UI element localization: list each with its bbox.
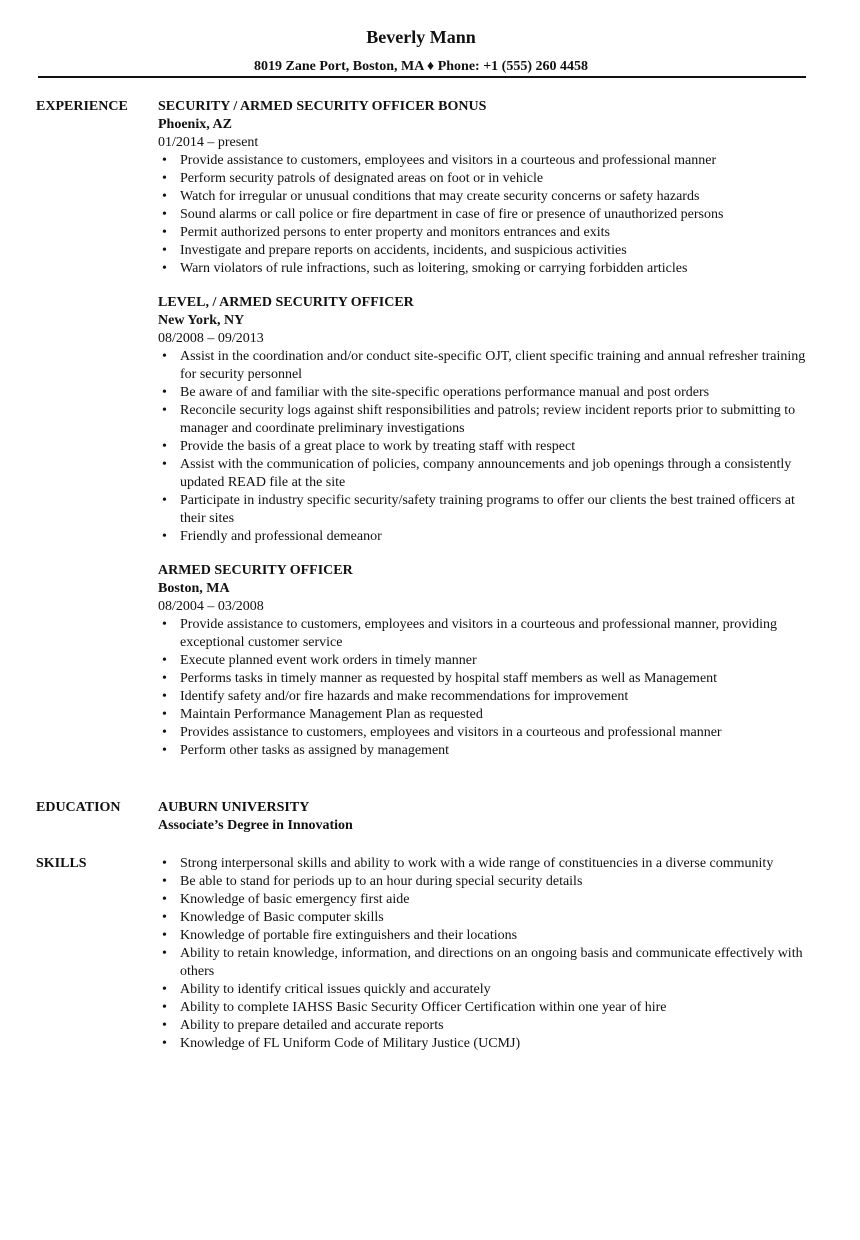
list-item: • Reconcile security logs against shift responsibilities and patrols; review incident reports prior to submitting to manager and coordinate preliminary investigations [158,402,818,438]
list-item: • Watch for irregular or unusual conditions that may create security concerns or safety hazards [158,188,818,206]
job-bullets [158,616,818,760]
job-title: ARMED SECURITY OFFICER [158,563,353,578]
list-item: • Knowledge of Basic computer skills [158,909,824,927]
list-item: • Investigate and prepare reports on accidents, incidents, and suspicious activities [158,242,818,260]
job-location: New York, NY [158,313,245,328]
list-item: • Perform other tasks as assigned by management [158,742,818,760]
school-name: AUBURN UNIVERSITY [158,800,310,815]
list-item: • Identify safety and/or fire hazards and make recommendations for improvement [158,688,818,706]
list-item: • Assist with the communication of policies, company announcements and job openings through a consistently updated READ file at the site [158,456,818,492]
list-item: • Perform security patrols of designated areas on foot or in vehicle [158,170,818,188]
list-item: • Permit authorized persons to enter property and monitors entrances and exits [158,224,818,242]
list-item: • Be aware of and familiar with the site-specific operations performance manual and post orders [158,384,818,402]
list-item: • Assist in the coordination and/or conduct site-specific OJT, client specific training and annual refresher training for security personnel [158,348,818,384]
section-label-experience: EXPERIENCE [36,99,128,114]
list-item: • Knowledge of basic emergency first aide [158,891,824,909]
job-entry [158,98,818,278]
job-dates: 08/2008 – 09/2013 [158,331,264,346]
skills-list-container [158,855,824,1053]
education-entry [158,799,818,835]
header-divider [38,76,806,78]
job-entry [158,294,818,546]
experience-list [158,98,818,776]
list-item: • Provide the basis of a great place to work by treating staff with respect [158,438,818,456]
resume-header [0,26,842,76]
job-location: Phoenix, AZ [158,117,232,132]
list-item: • Maintain Performance Management Plan as requested [158,706,818,724]
list-item: • Knowledge of FL Uniform Code of Military Justice (UCMJ) [158,1035,824,1053]
degree-name: Associate’s Degree in Innovation [158,818,353,833]
list-item: • Provide assistance to customers, employees and visitors in a courteous and professional manner [158,152,818,170]
skills-list [158,855,824,1053]
list-item: • Participate in industry specific security/safety training programs to offer our clients the best trained officers at their sites [158,492,818,528]
job-title: LEVEL, / ARMED SECURITY OFFICER [158,295,414,310]
list-item: • Friendly and professional demeanor [158,528,818,546]
job-entry [158,562,818,760]
candidate-name: Beverly Mann [366,27,476,47]
list-item: • Performs tasks in timely manner as requested by hospital staff members as well as Management [158,670,818,688]
list-item: • Ability to complete IAHSS Basic Security Officer Certification within one year of hire [158,999,824,1017]
job-location: Boston, MA [158,581,230,596]
section-label-skills: SKILLS [36,856,87,871]
list-item: • Provide assistance to customers, employees and visitors in a courteous and professional manner, providing exceptional customer service [158,616,818,652]
job-dates: 08/2004 – 03/2008 [158,599,264,614]
job-bullets [158,152,818,278]
list-item: • Sound alarms or call police or fire department in case of fire or presence of unauthorized persons [158,206,818,224]
list-item: • Be able to stand for periods up to an hour during special security details [158,873,824,891]
list-item: • Ability to retain knowledge, information, and directions on an ongoing basis and communicate effectively with others [158,945,824,981]
job-dates: 01/2014 – present [158,135,259,150]
list-item: • Warn violators of rule infractions, such as loitering, smoking or carrying forbidden articles [158,260,818,278]
job-title: SECURITY / ARMED SECURITY OFFICER BONUS [158,99,487,114]
list-item: • Execute planned event work orders in timely manner [158,652,818,670]
list-item: • Ability to prepare detailed and accurate reports [158,1017,824,1035]
job-bullets [158,348,818,546]
list-item: • Knowledge of portable fire extinguishers and their locations [158,927,824,945]
section-label-education: EDUCATION [36,800,121,815]
list-item: • Strong interpersonal skills and ability to work with a wide range of constituencies in a diverse community [158,855,824,873]
list-item: • Provides assistance to customers, employees and visitors in a courteous and professional manner [158,724,818,742]
contact-line: 8019 Zane Port, Boston, MA ♦ Phone: +1 (555) 260 4458 [254,59,588,74]
list-item: • Ability to identify critical issues quickly and accurately [158,981,824,999]
